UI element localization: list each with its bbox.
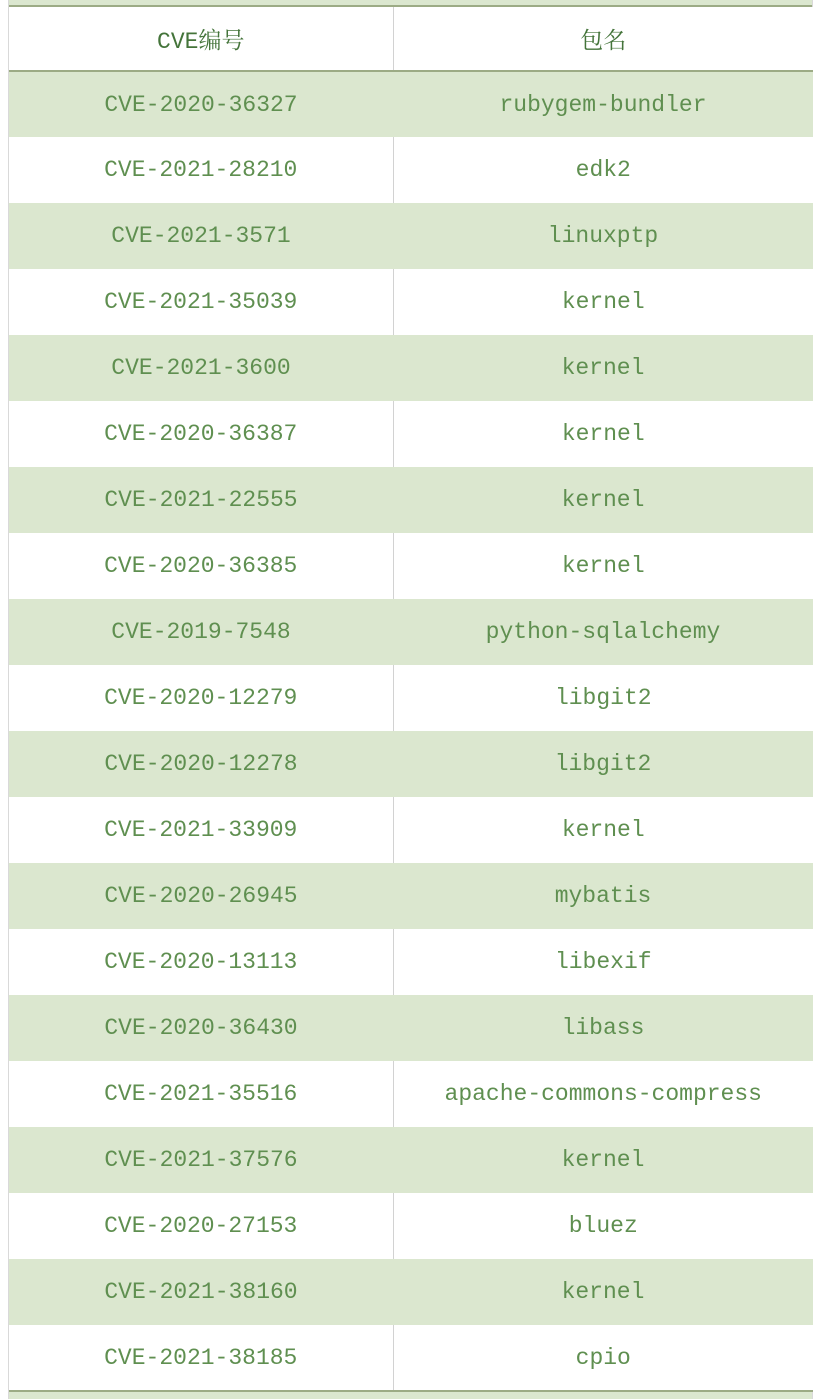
cell-cve-id: CVE-2020-12278 xyxy=(9,731,393,797)
cell-package-name: kernel xyxy=(393,1127,813,1193)
column-header-cve-id: CVE编号 xyxy=(9,7,393,71)
table-row xyxy=(9,995,813,1061)
table-row xyxy=(9,533,813,599)
table-row xyxy=(9,467,813,533)
cell-cve-id: CVE-2021-35516 xyxy=(9,1061,393,1127)
table-row xyxy=(9,1325,813,1391)
cell-cve-id: CVE-2021-33909 xyxy=(9,797,393,863)
table-row xyxy=(9,797,813,863)
table-row xyxy=(9,731,813,797)
cell-package-name: libgit2 xyxy=(393,731,813,797)
table-row xyxy=(9,863,813,929)
cell-cve-id: CVE-2020-12279 xyxy=(9,665,393,731)
cve-table-region xyxy=(8,0,813,1399)
cell-package-name: kernel xyxy=(393,1259,813,1325)
cell-package-name: bluez xyxy=(393,1193,813,1259)
table-row xyxy=(9,335,813,401)
cell-package-name: kernel xyxy=(393,797,813,863)
table-row xyxy=(9,1061,813,1127)
cell-package-name: linuxptp xyxy=(393,203,813,269)
table-row xyxy=(9,929,813,995)
table-row xyxy=(9,1193,813,1259)
cell-cve-id: CVE-2021-22555 xyxy=(9,467,393,533)
cell-cve-id: CVE-2020-13113 xyxy=(9,929,393,995)
cell-package-name: rubygem-bundler xyxy=(393,71,813,137)
cell-package-name: libexif xyxy=(393,929,813,995)
cell-cve-id: CVE-2020-36430 xyxy=(9,995,393,1061)
cell-cve-id: CVE-2019-7548 xyxy=(9,599,393,665)
cell-cve-id: CVE-2020-36327 xyxy=(9,71,393,137)
cell-cve-id: CVE-2021-3571 xyxy=(9,203,393,269)
cell-package-name: python-sqlalchemy xyxy=(393,599,813,665)
table-row xyxy=(9,599,813,665)
table-row xyxy=(9,401,813,467)
cell-package-name: libgit2 xyxy=(393,665,813,731)
table-row xyxy=(9,71,813,137)
cell-package-name: edk2 xyxy=(393,137,813,203)
cropped-row-top xyxy=(9,0,812,7)
cell-package-name: kernel xyxy=(393,401,813,467)
cropped-row-bottom xyxy=(9,1392,812,1399)
cell-package-name: cpio xyxy=(393,1325,813,1391)
table-row xyxy=(9,1259,813,1325)
table-row xyxy=(9,1127,813,1193)
cell-cve-id: CVE-2021-38185 xyxy=(9,1325,393,1391)
cell-cve-id: CVE-2021-3600 xyxy=(9,335,393,401)
cell-package-name: kernel xyxy=(393,269,813,335)
cell-cve-id: CVE-2020-26945 xyxy=(9,863,393,929)
cell-package-name: kernel xyxy=(393,533,813,599)
cell-cve-id: CVE-2021-38160 xyxy=(9,1259,393,1325)
cell-package-name: kernel xyxy=(393,335,813,401)
table-row xyxy=(9,203,813,269)
cell-package-name: apache-commons-compress xyxy=(393,1061,813,1127)
table-row xyxy=(9,137,813,203)
cell-cve-id: CVE-2021-35039 xyxy=(9,269,393,335)
cell-cve-id: CVE-2020-36387 xyxy=(9,401,393,467)
cell-cve-id: CVE-2020-36385 xyxy=(9,533,393,599)
cve-package-table xyxy=(9,7,813,1392)
table-row xyxy=(9,665,813,731)
cell-package-name: libass xyxy=(393,995,813,1061)
cell-package-name: kernel xyxy=(393,467,813,533)
column-header-package-name: 包名 xyxy=(393,7,813,71)
table-header-row xyxy=(9,7,813,71)
table-row xyxy=(9,269,813,335)
cell-cve-id: CVE-2020-27153 xyxy=(9,1193,393,1259)
cell-cve-id: CVE-2021-28210 xyxy=(9,137,393,203)
cell-cve-id: CVE-2021-37576 xyxy=(9,1127,393,1193)
cell-package-name: mybatis xyxy=(393,863,813,929)
